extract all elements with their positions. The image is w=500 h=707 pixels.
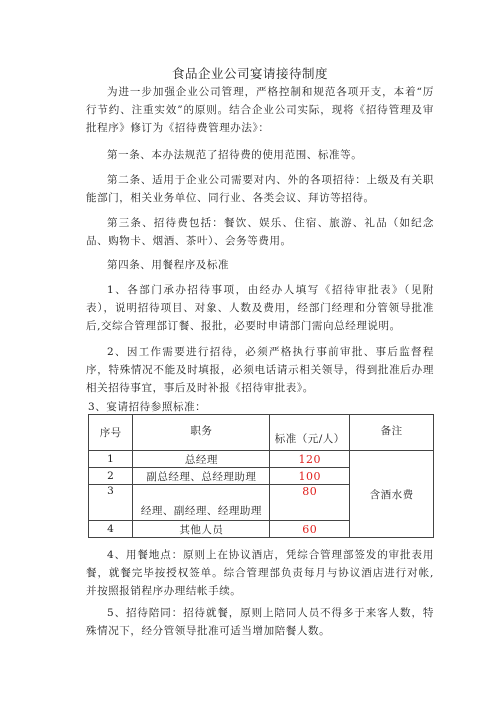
table-row bbox=[89, 451, 434, 468]
header-standard: 标准（元/人） bbox=[270, 415, 350, 451]
article-3: 第三条、招待费包括：餐饮、娱乐、住宿、旅游、礼品（如纪念品、购物卡、烟酒、茶叶）、会务等费用。 bbox=[86, 217, 434, 247]
row-standard: 60 bbox=[270, 521, 350, 538]
row-standard: 100 bbox=[270, 468, 350, 485]
row-standard: 80 bbox=[270, 485, 350, 521]
item-5: 5、招待陪同：招待就餐，原则上陪同人员不得多于来客人数，特殊情况下，经分管领导批准可适当增加陪餐人数。 bbox=[86, 607, 434, 637]
item-3-heading: 3、宴请招待参照标准： bbox=[88, 401, 207, 413]
header-seq: 序号 bbox=[89, 415, 133, 451]
item-4: 4、用餐地点：原则上在协议酒店，凭综合管理部签发的审批表用餐，就餐完毕按授权签单。综合管理部负责每月与协议酒店进行对帐,并按照报销程序办理结帐手续。 bbox=[86, 549, 434, 597]
row-position: 总经理 bbox=[133, 451, 270, 468]
row-position: 经理、副经理、经理助理 bbox=[133, 485, 270, 521]
header-remark: 备注 bbox=[350, 415, 434, 451]
row-position: 其他人员 bbox=[133, 521, 270, 538]
row-seq: 3 bbox=[89, 485, 133, 521]
row-seq: 2 bbox=[89, 468, 133, 485]
table-header-row bbox=[89, 415, 434, 451]
article-2: 第二条、适用于企业公司需要对内、外的各项招待：上级及有关职能部门，相关业务单位、同行业、各类会议、拜访等招待。 bbox=[86, 174, 434, 204]
header-position: 职务 bbox=[133, 415, 270, 451]
item-2: 2、因工作需要进行招待，必须严格执行事前审批、事后监督程序，特殊情况不能及时填报，必须电话请示相关领导，得到批准后办理相关招待事宜，事后及时补报《招待审批表》。 bbox=[86, 346, 434, 394]
row-seq: 1 bbox=[89, 451, 133, 468]
reception-standard-table bbox=[88, 414, 434, 538]
remark-cell: 含酒水费 bbox=[350, 451, 434, 538]
article-4: 第四条、用餐程序及标准 bbox=[107, 259, 230, 271]
item-1: 1、各部门承办招待事项，由经办人填写《招待审批表》（见附表），说明招待项目、对象、人数及费用，经部门经理和分管领导批准后,交综合管理部订餐、报批，必要时申请部门需向总经理说明。 bbox=[86, 284, 434, 332]
article-1: 第一条、本办法规范了招待费的使用范围、标准等。 bbox=[107, 149, 363, 161]
row-position: 副总经理、总经理助理 bbox=[133, 468, 270, 485]
document-title: 食品企业公司宴请接待制度 bbox=[171, 66, 328, 81]
row-standard: 120 bbox=[270, 451, 350, 468]
intro-paragraph: 为进一步加强企业公司管理，严格控制和规范各项开支，本着“厉行节约、注重实效”的原则。结合企业公司实际，现将《招待管理及审批程序》修订为《招待费管理办法》： bbox=[86, 86, 434, 134]
row-seq: 4 bbox=[89, 521, 133, 538]
